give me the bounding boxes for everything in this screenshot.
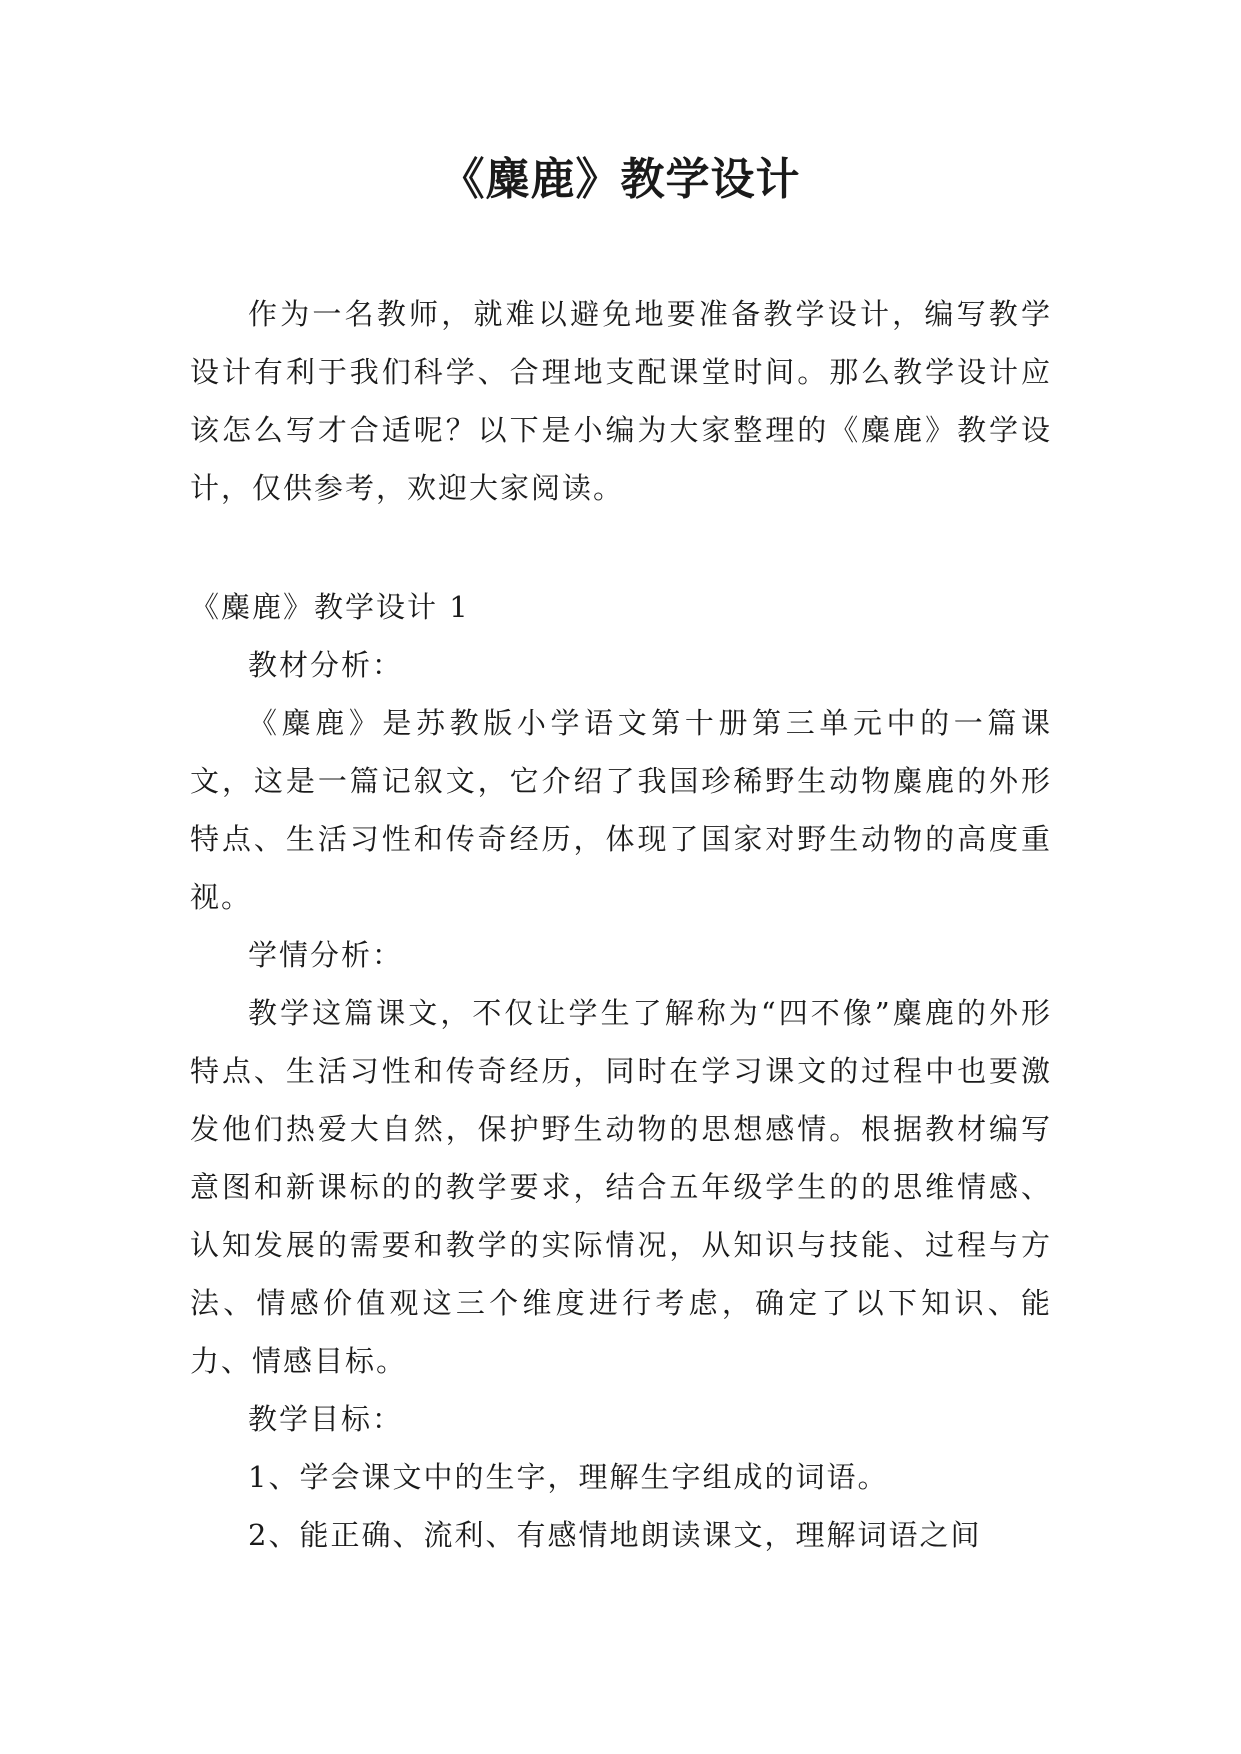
document-title: 《麋鹿》教学设计 — [440, 154, 801, 205]
heading-teaching-goals: 教学目标： — [248, 1402, 404, 1436]
intro-block — [190, 285, 1052, 517]
heading-student-analysis: 学情分析： — [248, 938, 404, 972]
section-heading: 《麋鹿》教学设计 1 — [190, 590, 470, 624]
intro-paragraph: 作为一名教师，就难以避免地要准备教学设计，编写教学设计有利于我们科学、合理地支配课堂时间。那么教学设计应该怎么写才合适呢？以下是小编为大家整理的《麋鹿》教学设计，仅供参考，欢迎大家阅读。 — [190, 297, 1052, 505]
heading-material-analysis: 教材分析： — [248, 648, 404, 682]
paragraph-student-analysis: 教学这篇课文，不仅让学生了解称为“四不像”麋鹿的外形特点、生活习性和传奇经历，同时在学习课文的过程中也要激发他们热爱大自然，保护野生动物的思想感情。根据教材编写意图和新课标的的教学要求，结合五年级学生的的思维情感、认知发展的需要和教学的实际情况，从知识与技能、过程与方法、情感价值观这三个维度进行考虑，确定了以下知识、能力、情感目标。 — [190, 996, 1052, 1378]
goal-item-2: 2、能正确、流利、有感情地朗读课文，理解词语之间 — [248, 1518, 982, 1552]
paragraph-material-analysis: 《麋鹿》是苏教版小学语文第十册第三单元中的一篇课文，这是一篇记叙文，它介绍了我国珍稀野生动物麋鹿的外形特点、生活习性和传奇经历，体现了国家对野生动物的高度重视。 — [190, 706, 1052, 914]
section-content — [190, 578, 1052, 1564]
goal-item-1: 1、学会课文中的生字，理解生字组成的词语。 — [248, 1460, 889, 1494]
